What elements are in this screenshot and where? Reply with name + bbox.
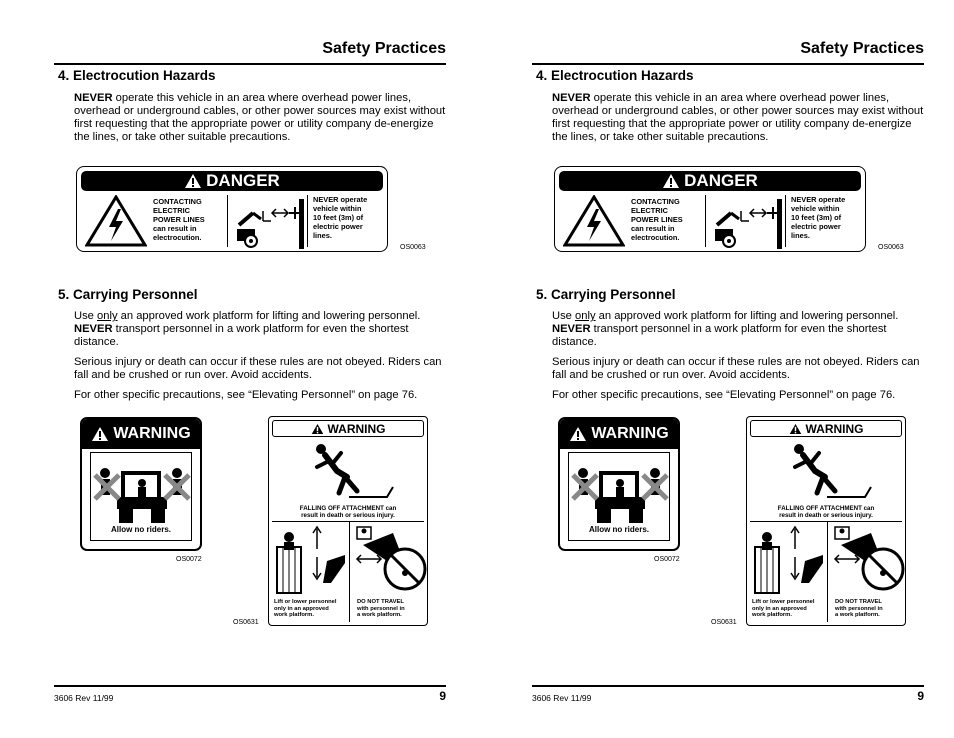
page-header-title: Safety Practices — [800, 40, 924, 57]
electrocution-paragraph: NEVER operate this vehicle in an area where overhead power lines, overhead or underground cables, or other power sources may exist without first requesting that the appropriate power or utility company de-energize the lines, or take other suitable precautions. — [552, 92, 924, 143]
text-line: FALLING OFF ATTACHMENT can — [299, 505, 397, 512]
text-line: electrocution. — [631, 233, 680, 242]
text-line: can result in — [153, 224, 197, 233]
no-riders-illustration-frame — [90, 452, 192, 541]
danger-heading: DANGER — [684, 171, 758, 190]
text-line: FALLING OFF ATTACHMENT can — [777, 505, 875, 512]
footer-revision: 3606 Rev 11/99 — [532, 693, 592, 703]
warning-heading: WARNING — [113, 425, 191, 442]
warning-decal-falling-off — [268, 416, 428, 626]
text-line: a work platform. — [357, 612, 402, 618]
warning-triangle-icon — [789, 423, 802, 435]
text-line: DO NOT TRAVEL — [357, 599, 404, 605]
danger-left-text — [631, 197, 683, 242]
warning-triangle-icon — [569, 426, 587, 442]
danger-heading: DANGER — [206, 171, 280, 190]
power-line-vehicle-icon — [231, 195, 307, 249]
carrying-paragraph-2: Serious injury or death can occur if these rules are not obeyed. Riders can fall and be crushed or run over. Avoid accidents. — [552, 356, 920, 381]
page-header-title: Safety Practices — [322, 40, 446, 57]
text-line: CONTACTING — [153, 197, 202, 206]
danger-divider-2 — [307, 195, 308, 247]
text-line: ELECTRIC — [631, 206, 668, 215]
panel-divider-v — [349, 521, 350, 622]
danger-divider-2 — [785, 195, 786, 247]
falling-off-text — [269, 505, 427, 519]
warning-heading: WARNING — [327, 421, 386, 436]
section-title-carrying-personnel: 5. Carrying Personnel — [536, 287, 676, 302]
falling-off-text — [747, 505, 905, 519]
header-rule — [532, 63, 924, 65]
carrying-paragraph-3: For other specific precautions, see “Elevating Personnel” on page 76. — [74, 389, 418, 401]
electric-shock-icon — [85, 195, 147, 247]
warning-decal-no-riders — [80, 417, 202, 551]
footer-revision: 3606 Rev 11/99 — [54, 693, 114, 703]
danger-right-text — [791, 195, 845, 240]
danger-heading-bar — [81, 171, 383, 191]
text-line: NEVER operate — [313, 195, 368, 204]
text-line: 10 feet (3m) of — [791, 213, 842, 222]
electrocution-paragraph: NEVER operate this vehicle in an area where overhead power lines, overhead or underground cables, or other power sources may exist without first requesting that the appropriate power or utility company de-energize the lines, or take other suitable precautions. — [74, 92, 446, 143]
no-riders-caption: Allow no riders. — [110, 525, 171, 534]
no-travel-icon — [353, 525, 427, 595]
panel-divider-h — [750, 521, 902, 522]
text-line: 10 feet (3m) of — [313, 213, 364, 222]
falling-person-icon — [309, 441, 395, 503]
text-line: ELECTRIC — [153, 206, 190, 215]
carrying-paragraph-1: Use only an approved work platform for lifting and lowering personnel. NEVER transport personnel in a work platform for even the shortest distance. — [74, 310, 421, 348]
danger-divider — [705, 195, 706, 247]
footer-rule — [54, 685, 446, 687]
text-line: with personnel in — [357, 605, 405, 612]
section-title-electrocution: 4. Electrocution Hazards — [58, 68, 216, 83]
danger-left-text — [153, 197, 205, 242]
text-line: result in death or serious injury. — [779, 512, 873, 519]
carrying-paragraph-2: Serious injury or death can occur if these rules are not obeyed. Riders can fall and be crushed or run over. Avoid accidents. — [74, 356, 442, 381]
warning-triangle-icon — [184, 173, 202, 189]
panel-divider-h — [272, 521, 424, 522]
carrying-paragraph-1: Use only an approved work platform for lifting and lowering personnel. NEVER transport personnel in a work platform for even the shortest distance. — [552, 310, 899, 348]
electric-shock-icon — [563, 195, 625, 247]
no-travel-caption — [357, 599, 405, 619]
warning-heading: WARNING — [805, 421, 864, 436]
power-line-vehicle-icon — [709, 195, 785, 249]
warning-decal-falling-off — [746, 416, 906, 626]
text-line: result in death or serious injury. — [301, 512, 395, 519]
platform-caption — [752, 599, 814, 619]
text-line: work platform. — [752, 612, 792, 618]
text-line: lines. — [791, 231, 810, 240]
warning-falling-off-code: OS0631 — [711, 619, 737, 626]
warning-falling-off-code: OS0631 — [233, 619, 259, 626]
text-line: electric power — [313, 222, 363, 231]
danger-decal — [76, 166, 388, 252]
text-line: with personnel in — [835, 605, 883, 612]
danger-right-text — [313, 195, 367, 240]
text-line: electric power — [791, 222, 841, 231]
text-line: Lift or lower personnel — [274, 599, 337, 605]
page-left — [50, 0, 450, 738]
text-line: vehicle within — [313, 204, 362, 213]
text-line: POWER LINES — [631, 215, 683, 224]
warning-heading-bar — [750, 420, 902, 437]
no-riders-icon — [571, 457, 671, 525]
text-line: work platform. — [274, 612, 314, 618]
danger-decal — [554, 166, 866, 252]
section-title-carrying-personnel: 5. Carrying Personnel — [58, 287, 198, 302]
text-line: DO NOT TRAVEL — [835, 599, 882, 605]
text-line: only in an approved — [752, 605, 807, 612]
no-riders-caption: Allow no riders. — [588, 525, 649, 534]
text-line: can result in — [631, 224, 675, 233]
warning-no-riders-code: OS0072 — [654, 556, 680, 563]
warning-heading-bar — [82, 419, 200, 449]
panel-divider-v — [827, 521, 828, 622]
page-right — [528, 0, 928, 738]
danger-decal-code: OS0063 — [400, 244, 426, 251]
text-line: Lift or lower personnel — [752, 599, 815, 605]
danger-heading-bar — [559, 171, 861, 191]
work-platform-icon — [273, 525, 347, 595]
warning-heading-bar — [272, 420, 424, 437]
danger-divider — [227, 195, 228, 247]
text-line: electrocution. — [153, 233, 202, 242]
no-riders-icon — [93, 457, 193, 525]
section-title-electrocution: 4. Electrocution Hazards — [536, 68, 694, 83]
danger-decal-code: OS0063 — [878, 244, 904, 251]
warning-heading: WARNING — [591, 425, 669, 442]
text-line: lines. — [313, 231, 332, 240]
header-rule — [54, 63, 446, 65]
platform-caption — [274, 599, 336, 619]
text-line: POWER LINES — [153, 215, 205, 224]
text-line: a work platform. — [835, 612, 880, 618]
warning-triangle-icon — [311, 423, 324, 435]
work-platform-icon — [751, 525, 825, 595]
carrying-paragraph-3: For other specific precautions, see “Elevating Personnel” on page 76. — [552, 389, 896, 401]
no-riders-illustration-frame — [568, 452, 670, 541]
text-line: CONTACTING — [631, 197, 680, 206]
warning-heading-bar — [560, 419, 678, 449]
warning-no-riders-code: OS0072 — [176, 556, 202, 563]
text-line: only in an approved — [274, 605, 329, 612]
warning-decal-no-riders — [558, 417, 680, 551]
warning-triangle-icon — [91, 426, 109, 442]
footer-rule — [532, 685, 924, 687]
footer-page-number: 9 — [917, 689, 924, 703]
warning-triangle-icon — [662, 173, 680, 189]
no-travel-caption — [835, 599, 883, 619]
text-line: NEVER operate — [791, 195, 846, 204]
falling-person-icon — [787, 441, 873, 503]
text-line: vehicle within — [791, 204, 840, 213]
footer-page-number: 9 — [439, 689, 446, 703]
no-travel-icon — [831, 525, 905, 595]
